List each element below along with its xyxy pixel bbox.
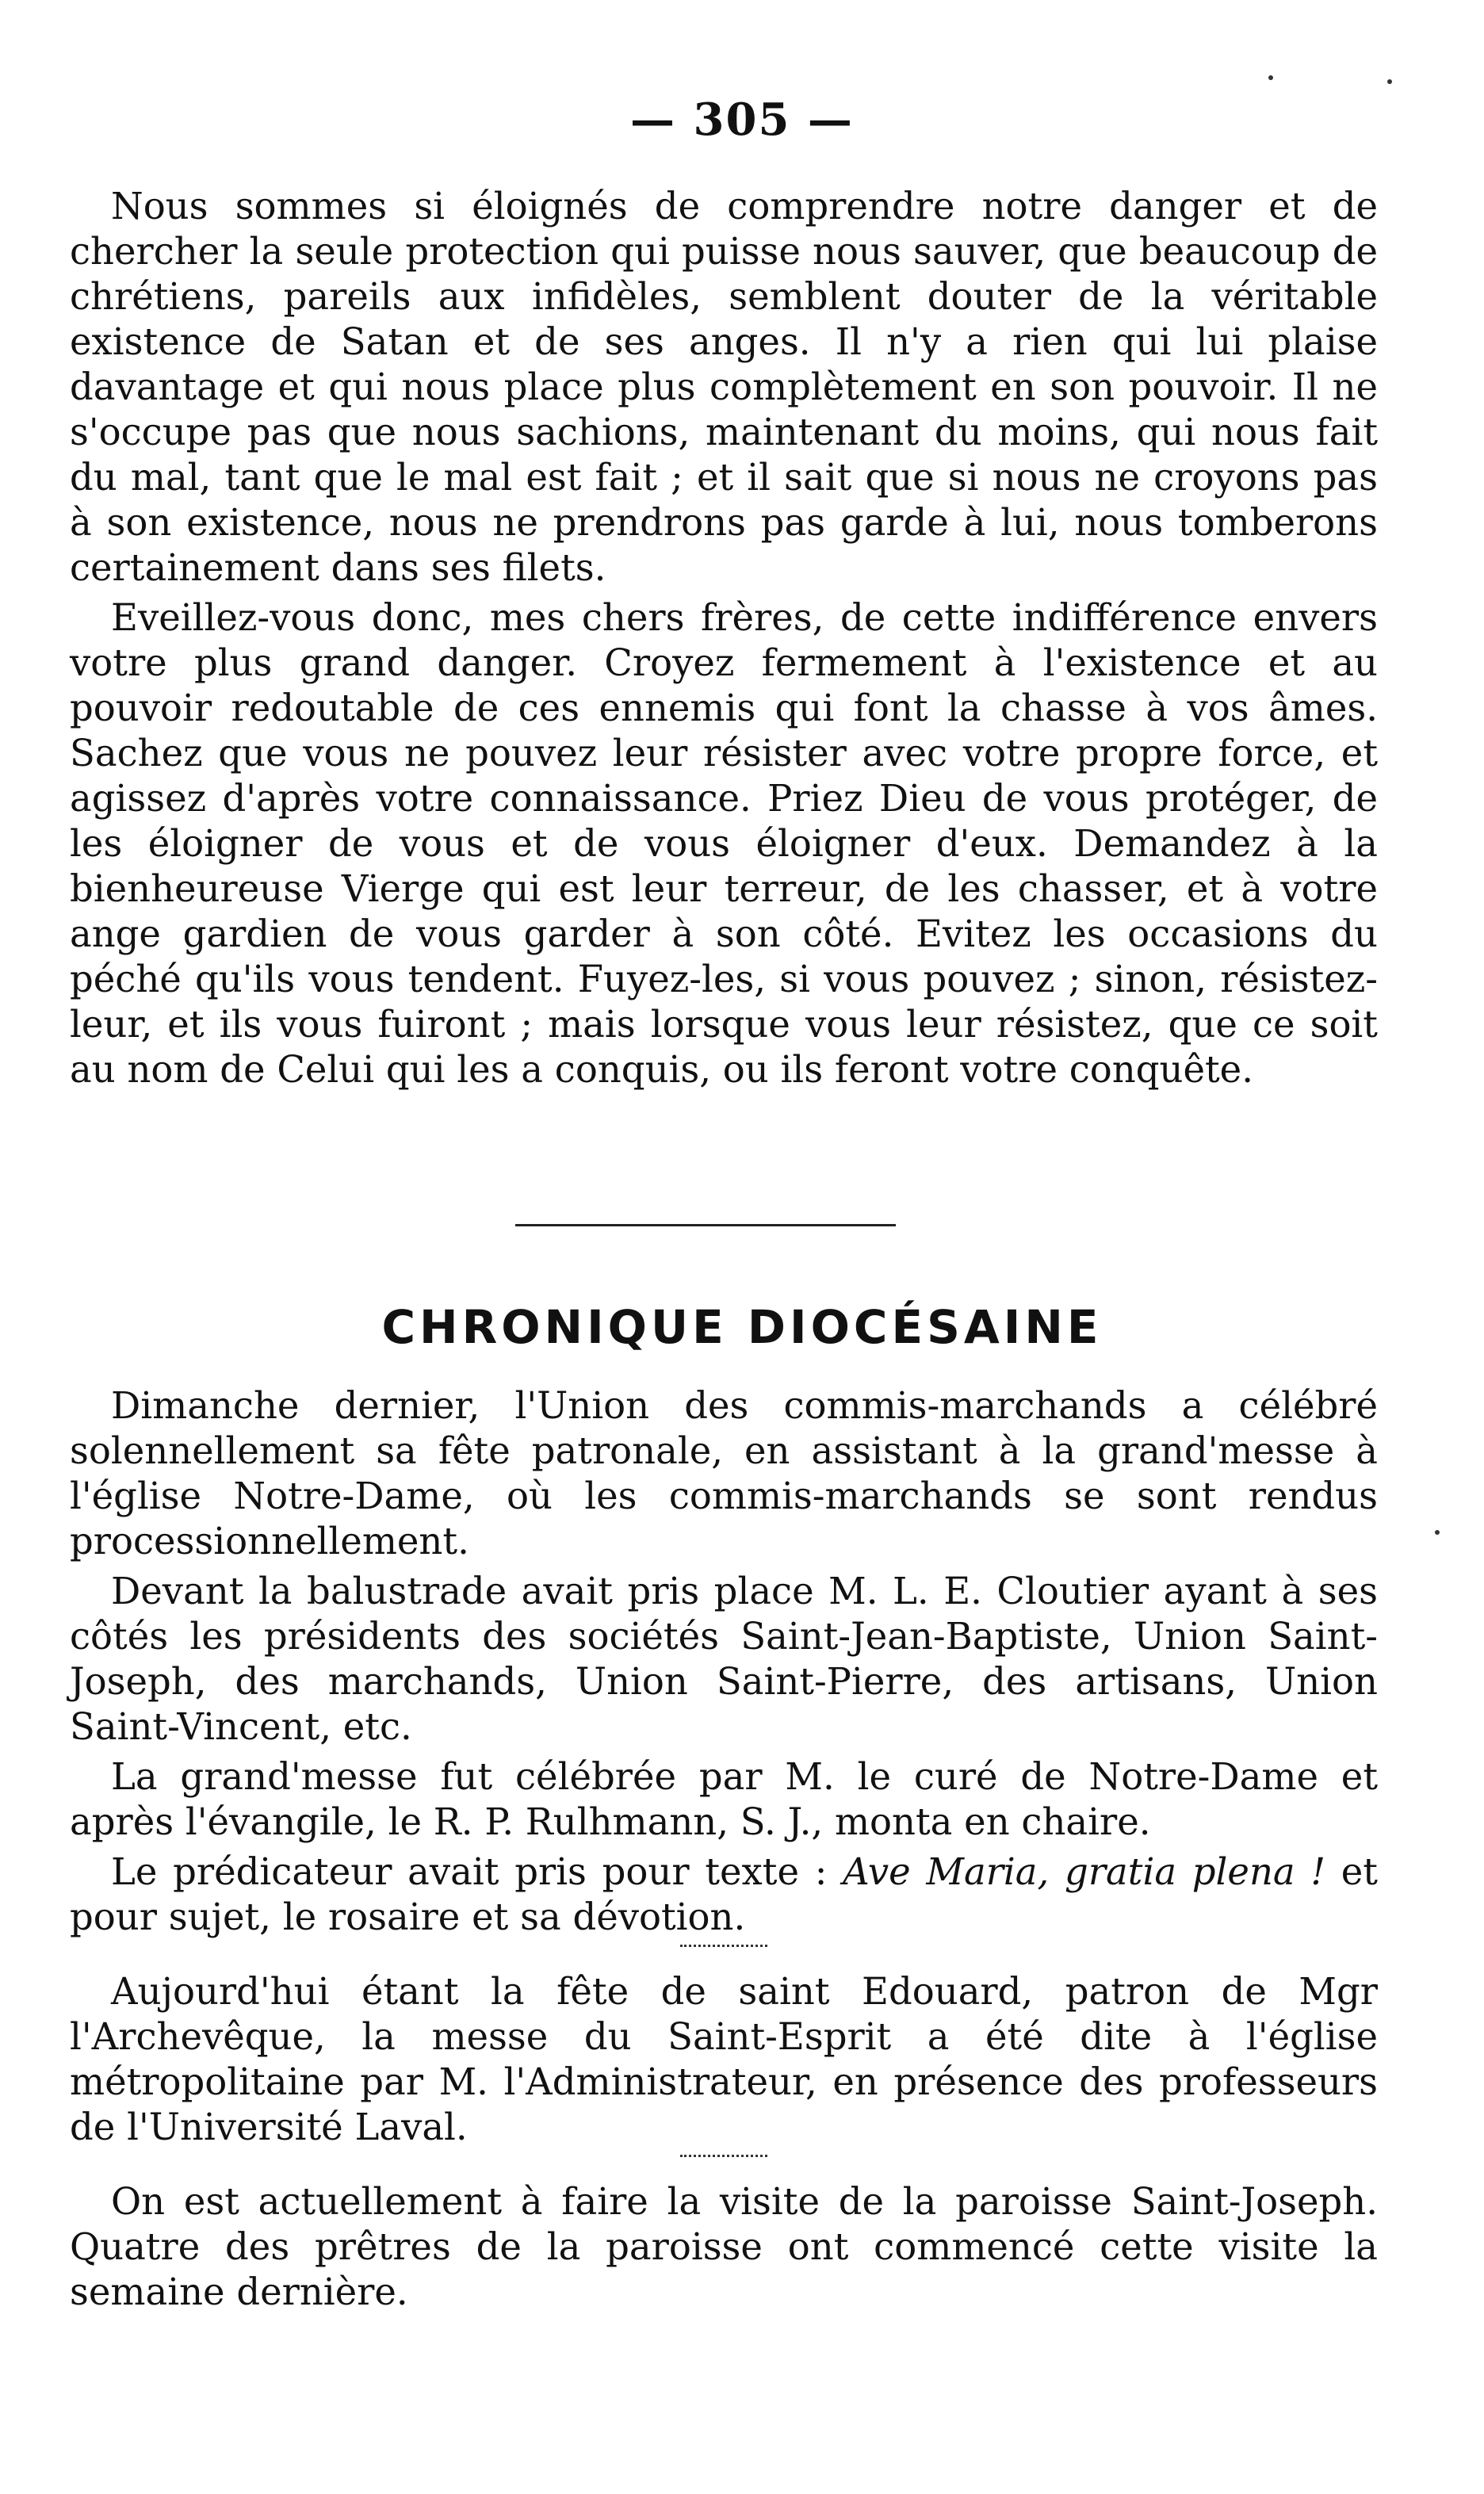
scan-speck: [1387, 79, 1392, 84]
chronicle-body: [70, 1383, 1378, 2320]
sermon-text-end: et pour sujet, le rosaire et sa dévotion.: [70, 1850, 1378, 1938]
section-title: CHRONIQUE DIOCÉSAINE: [381, 1300, 1103, 1354]
scan-speck: [1435, 1530, 1440, 1535]
page-number: — 305 —: [630, 94, 854, 146]
item-separator: [680, 2155, 767, 2157]
section-divider-rule: [515, 1224, 896, 1226]
chronicle-paragraph: La grand'messe fut célébrée par M. le curé de Notre-Dame et après l'évangile, le R. P. Rulhmann, S. J., monta en chaire.: [70, 1755, 1378, 1843]
chronicle-paragraph: Aujourd'hui étant la fête de saint Edouard, patron de Mgr l'Archevêque, la messe du Saint-Esprit a été dite à l'église métropolitaine par M. l'Administrateur, en présence des professeurs de l'Université Laval.: [70, 1970, 1378, 2148]
article-body: [70, 184, 1378, 1097]
article-paragraph: Nous sommes si éloignés de comprendre notre danger et de chercher la seule protection qui puisse nous sauver, que beaucoup de chrétiens, pareils aux infidèles, semblent douter de la véritable existence de Satan et de ses anges. Il n'y a rien qui lui plaise davantage et qui nous place plus complètement en son pouvoir. Il ne s'occupe pas que nous sachions, maintenant du moins, qui nous fait du mal, tant que le mal est fait ; et il sait que si nous ne croyons pas à son existence, nous ne prendrons pas garde à lui, nous tomberons certainement dans ses filets.: [70, 185, 1378, 589]
chronicle-paragraph: Dimanche dernier, l'Union des commis-marchands a célébré solennellement sa fête patronale, en assistant à la grand'messe à l'église Notre-Dame, où les commis-marchands se sont rendus processionnellement.: [70, 1384, 1378, 1563]
sermon-quote: Ave Maria, gratia plena !: [843, 1850, 1326, 1893]
chronicle-paragraph: On est actuellement à faire la visite de la paroisse Saint-Joseph. Quatre des prêtres de la paroisse ont commencé cette visite la semaine dernière.: [70, 2180, 1378, 2313]
item-separator: [680, 1945, 767, 1947]
scan-speck: [1268, 75, 1273, 80]
article-paragraph: Eveillez-vous donc, mes chers frères, de cette indifférence envers votre plus grand danger. Croyez fermement à l'existence et au pouvoir redoutable de ces ennemis qui font la chasse à vos âmes. Sachez que vous ne pouvez leur résister avec votre propre force, et agissez d'après votre connaissance. Priez Dieu de vous protéger, de les éloigner de vous et de vous éloigner d'eux. Demandez à la bienheureuse Vierge qui est leur terreur, de les chasser, et à votre ange gardien de vous garder à son côté. Evitez les occasions du péché qu'ils vous tendent. Fuyez-les, si vous pouvez ; sinon, résistez-leur, et ils vous fuiront ; mais lorsque vous leur résistez, que ce soit au nom de Celui qui les a conquis, ou ils feront votre conquête.: [70, 596, 1378, 1091]
chronicle-paragraph: Devant la balustrade avait pris place M. L. E. Cloutier ayant à ses côtés les présidents des sociétés Saint-Jean-Baptiste, Union Saint-Joseph, des marchands, Union Saint-Pierre, des artisans, Union Saint-Vincent, etc.: [70, 1570, 1378, 1748]
chronicle-paragraph: [70, 1849, 1378, 1940]
sermon-text-intro: Le prédicateur avait pris pour texte :: [111, 1850, 843, 1893]
